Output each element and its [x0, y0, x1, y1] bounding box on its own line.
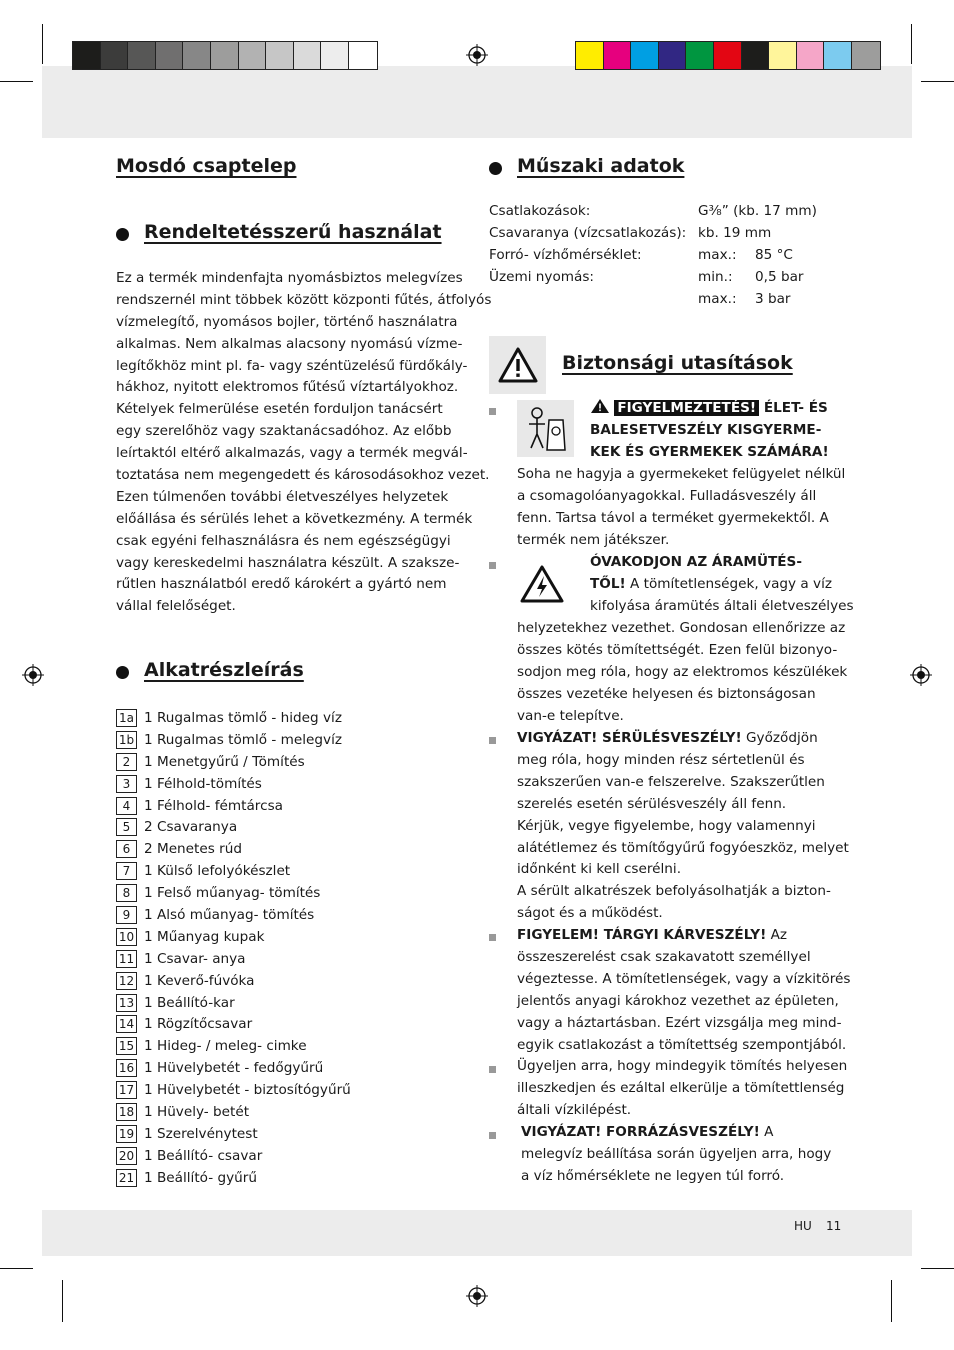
heading-bullet-icon: [116, 228, 129, 241]
text-line: melegvíz beállítása során ügyeljen arra, hogy: [521, 1146, 832, 1162]
text-line: sodjon meg róla, hogy az elektromos készülékek: [517, 663, 848, 680]
tech-row: [489, 289, 817, 311]
part-row: [116, 948, 351, 970]
injury-warning-text: [517, 750, 849, 925]
registration-mark-icon: [22, 664, 44, 686]
language-code: HU: [794, 1219, 812, 1233]
text-line: toztatása nem megengedett és károsodásokhoz vezet.: [116, 467, 490, 484]
text-line: általi vízkilépést.: [517, 1101, 632, 1118]
text-line: rendszernél mint többek között központi fűtés, átfolyós: [116, 291, 492, 308]
part-label: 1 Hüvelybetét - biztosítógyűrű: [144, 1082, 351, 1099]
part-row: [116, 926, 351, 948]
text-line: helyzetekhez vezethet. Gondosan ellenőrizze az: [517, 620, 846, 636]
registration-mark-icon: [910, 664, 932, 686]
part-row: [116, 773, 351, 795]
part-label: 1 Beállító- csavar: [144, 1147, 263, 1164]
color-swatch: [349, 42, 377, 69]
part-number: 19: [116, 1125, 137, 1143]
text-line: Ez a termék mindenfajta nyomásbiztos melegvízes: [116, 270, 463, 286]
text-line: szerelés esetén sérülésveszély áll fenn.: [517, 795, 787, 812]
color-swatch: [294, 42, 322, 69]
list-bullet: [489, 1066, 496, 1073]
part-number: 1b: [116, 731, 137, 749]
text-line: összeszerelést csak szakavatott személlyel: [517, 949, 811, 965]
tech-label: Üzemi nyomás:: [489, 268, 594, 285]
text-line: termék nem játékszer.: [517, 531, 670, 548]
text-line: vízmelegítő, nyomásos bojler, történő használatra: [116, 313, 458, 330]
part-label: 1 Félhold-tömítés: [144, 775, 262, 792]
child-hazard-box: [517, 400, 574, 457]
part-row: [116, 707, 351, 729]
list-bullet: [489, 562, 496, 569]
part-label: 2 Csavaranya: [144, 819, 238, 836]
grayscale-calibration-strip: [72, 41, 378, 70]
text-line: alátétlemez és tömítőgyűrű fogyóeszköz, melyet: [517, 839, 849, 856]
tech-data-heading: Műszaki adatok: [517, 155, 685, 177]
part-number: 7: [116, 862, 137, 880]
color-swatch: [101, 42, 129, 69]
part-row: [116, 860, 351, 882]
color-swatch: [714, 42, 742, 69]
color-swatch: [211, 42, 239, 69]
registration-mark-icon: [466, 1285, 488, 1307]
text-line: Ezen túlmenően további életveszélyes helyzetek: [116, 488, 449, 505]
parts-list: [116, 707, 351, 1189]
part-number: 12: [116, 972, 137, 990]
part-label: 1 Rugalmas tömlő - melegvíz: [144, 731, 342, 748]
part-row: [116, 882, 351, 904]
crop-mark: [921, 1268, 954, 1269]
tech-sub: max.:: [698, 290, 737, 307]
part-label: 1 Alsó műanyag- tömítés: [144, 906, 315, 923]
electric-warning-heading: ÓVAKODJON AZ ÁRAMÜTÉS- TŐL! A tömítetlenségek, vagy a víz kifolyása áramütés általi életveszélyes: [590, 554, 854, 614]
text-line: szakszerűen van-e felszerelve. Szakszerűtlen: [517, 773, 825, 790]
small-warning-icon: [590, 398, 610, 414]
color-swatch: [576, 42, 604, 69]
color-swatch: [659, 42, 687, 69]
part-row: [116, 904, 351, 926]
part-row: [116, 1145, 351, 1167]
parts-heading: Alkatrészleírás: [144, 659, 304, 681]
text-line: illeszkedjen és ezáltal elkerülje a tömítettlenség: [517, 1079, 845, 1096]
part-number: 5: [116, 818, 137, 836]
seal-fit-text: [517, 1056, 847, 1122]
child-warning-text: [517, 464, 845, 552]
part-number: 4: [116, 797, 137, 815]
text-line: a csomagolóanyagokkal. Fulladásveszély áll: [517, 487, 817, 504]
part-label: 1 Felső műanyag- tömítés: [144, 885, 321, 902]
part-label: 1 Menetgyűrű / Tömítés: [144, 753, 305, 770]
part-label: 1 Beállító- gyűrű: [144, 1169, 257, 1186]
tech-row: [489, 201, 817, 223]
text-line: egy szerelőhöz vagy szaktanácsadóhoz. Az előbb: [116, 423, 452, 440]
text-line: legítőkhöz mint pl. fa- vagy széntüzelésű fürdőkály-: [116, 357, 468, 374]
color-swatch: [156, 42, 184, 69]
color-swatch: [824, 42, 852, 69]
tech-sub: G⅜” (kb. 17 mm): [698, 203, 817, 219]
tech-value: 0,5 bar: [755, 268, 804, 285]
text-line: ságot és a működést.: [517, 905, 663, 922]
part-number: 16: [116, 1059, 137, 1077]
scald-warning: VIGYÁZAT! FORRÁZÁSVESZÉLY! A: [521, 1124, 774, 1140]
part-row: [116, 1101, 351, 1123]
text-line: van-e telepítve.: [517, 707, 624, 724]
text-line: alkalmas. Nem alkalmas alacsony nyomású vízme-: [116, 335, 463, 352]
color-swatch: [742, 42, 770, 69]
page-title: Mosdó csaptelep: [116, 155, 297, 177]
part-row: [116, 816, 351, 838]
crop-mark: [42, 24, 43, 64]
part-row: [116, 1013, 351, 1035]
part-label: 2 Menetes rúd: [144, 841, 242, 858]
child-warning-heading: FIGYELMEZTETÉS! ÉLET- ÉS BALESETVESZÉLY KISGYERME- KEK ÉS GYERMEKEK SZÁMÁRA!: [590, 400, 829, 460]
crop-mark: [911, 24, 912, 64]
color-swatch: [321, 42, 349, 69]
text-line: Kételyek felmerülése esetén forduljon tanácsért: [116, 401, 443, 418]
electric-shock-icon: [519, 564, 565, 604]
tech-row: [489, 245, 817, 267]
text-line: fenn. Tartsa távol a terméket gyermekektől. A: [517, 509, 829, 526]
color-swatch: [128, 42, 156, 69]
part-row: [116, 1167, 351, 1189]
color-swatch: [239, 42, 267, 69]
text-line: összes vezetéke helyesen és biztonságosan: [517, 685, 816, 702]
part-number: 8: [116, 884, 137, 902]
warning-box: [489, 336, 546, 394]
part-label: 1 Csavar- anya: [144, 950, 246, 967]
part-number: 17: [116, 1081, 137, 1099]
text-line: jelentős anyagi károkhoz vezethet az épületen,: [517, 992, 839, 1009]
tech-label: Csatlakozások:: [489, 203, 591, 219]
part-label: 1 Külső lefolyókészlet: [144, 863, 291, 880]
child-packaging-hazard-icon: [523, 404, 569, 454]
tech-value: 85 °C: [755, 246, 793, 263]
part-row: [116, 970, 351, 992]
crop-mark: [891, 1280, 892, 1322]
part-row: [116, 1035, 351, 1057]
part-label: 1 Keverő-fúvóka: [144, 972, 255, 989]
text-line: Ügyeljen arra, hogy mindegyik tömítés helyesen: [517, 1058, 848, 1074]
color-swatch: [73, 42, 101, 69]
list-bullet: [489, 737, 496, 744]
part-number: 2: [116, 753, 137, 771]
tech-value: 3 bar: [755, 290, 791, 307]
tech-sub: kb. 19 mm: [698, 224, 772, 241]
property-warning-text: [517, 947, 850, 1056]
tech-row: [489, 223, 817, 245]
part-row: [116, 1079, 351, 1101]
page-number: 11: [826, 1219, 842, 1233]
text-line: Soha ne hagyja a gyermekeket felügyelet nélkül: [517, 466, 846, 482]
text-line: vállal felelőséget.: [116, 598, 236, 615]
color-calibration-strip: [575, 41, 881, 70]
part-number: 10: [116, 928, 137, 946]
heading-bullet-icon: [489, 162, 502, 175]
crop-mark: [0, 81, 33, 82]
header-band: [42, 66, 912, 138]
part-row: [116, 1057, 351, 1079]
text-line: hákhoz, nyitott elektromos fűtésű víztartályokhoz.: [116, 379, 459, 396]
part-number: 14: [116, 1015, 137, 1033]
part-label: 1 Félhold- fémtárcsa: [144, 797, 283, 814]
tech-sub: max.:: [698, 246, 737, 263]
footer-band: [42, 1210, 912, 1256]
text-line: meg róla, hogy minden rész sértetlenül és: [517, 752, 805, 768]
text-line: előállása és sérülés lehet a következmény. A termék: [116, 510, 473, 527]
tech-sub: min.:: [698, 268, 733, 285]
scald-warning-text: [521, 1144, 831, 1188]
tech-label: [489, 289, 698, 311]
text-line: vagy a háztartásban. Ezért vizsgálja meg mind-: [517, 1014, 842, 1031]
part-row: [116, 751, 351, 773]
warning-triangle-icon: [497, 346, 539, 384]
list-bullet: [489, 934, 496, 941]
tech-row: [489, 267, 817, 289]
property-warning: FIGYELEM! TÁRGYI KÁRVESZÉLY! Az: [517, 927, 788, 943]
crop-mark: [62, 1280, 63, 1322]
part-number: 13: [116, 994, 137, 1012]
part-number: 6: [116, 840, 137, 858]
part-row: [116, 838, 351, 860]
part-row: [116, 992, 351, 1014]
electric-hazard-box: [517, 555, 567, 612]
text-line: egyik csatlakozást a tömítettség szempontjából.: [517, 1036, 847, 1053]
text-line: időnként ki kell cserélni.: [517, 861, 682, 878]
list-bullet: [489, 1132, 496, 1139]
tech-label: Csavaranya (vízcsatlakozás):: [489, 224, 687, 241]
injury-warning: VIGYÁZAT! SÉRÜLÉSVESZÉLY! Győződjön: [517, 730, 818, 746]
color-swatch: [769, 42, 797, 69]
part-number: 18: [116, 1103, 137, 1121]
registration-mark-icon: [466, 44, 488, 66]
tech-label: Forró- vízhőmérséklet:: [489, 246, 642, 263]
part-label: 1 Beállító-kar: [144, 994, 235, 1011]
part-number: 3: [116, 775, 137, 793]
electric-warning-text: [517, 618, 847, 727]
part-number: 11: [116, 950, 137, 968]
color-swatch: [266, 42, 294, 69]
part-number: 20: [116, 1147, 137, 1165]
intended-use-heading: Rendeltetésszerű használat: [144, 221, 442, 243]
text-line: vagy kereskedelmi használatra készült. A szaksze-: [116, 554, 460, 571]
tech-data-table: [489, 201, 817, 310]
text-line: Kérjük, vegye figyelembe, hogy valamennyi: [517, 817, 816, 834]
text-line: rűtlen használatból eredő károkért a gyártó nem: [116, 576, 447, 593]
heading-bullet-icon: [116, 666, 129, 679]
part-row: [116, 729, 351, 751]
text-line: összes kötés tömítettségét. Ezen felül bizonyo-: [517, 641, 838, 658]
text-line: a víz hőmérséklete ne legyen túl forró.: [521, 1167, 785, 1184]
part-number: 9: [116, 906, 137, 924]
part-label: 1 Hüvely- betét: [144, 1103, 250, 1120]
part-label: 1 Rögzítőcsavar: [144, 1016, 253, 1033]
color-swatch: [183, 42, 211, 69]
color-swatch: [604, 42, 632, 69]
part-label: 1 Szerelvénytest: [144, 1125, 258, 1142]
color-swatch: [631, 42, 659, 69]
part-number: 15: [116, 1037, 137, 1055]
part-number: 1a: [116, 709, 137, 727]
part-row: [116, 795, 351, 817]
list-bullet: [489, 408, 496, 415]
intended-use-text: [116, 268, 491, 618]
text-line: A sérült alkatrészek befolyásolhatják a bizton-: [517, 883, 831, 900]
part-label: 1 Hideg- / meleg- cimke: [144, 1038, 307, 1055]
part-label: 1 Rugalmas tömlő - hideg víz: [144, 709, 342, 726]
part-label: 1 Műanyag kupak: [144, 928, 265, 945]
crop-mark: [0, 1268, 33, 1269]
part-label: 1 Hüvelybetét - fedőgyűrű: [144, 1060, 324, 1077]
safety-heading: Biztonsági utasítások: [562, 352, 793, 374]
text-line: leírtaktól eltérő alkalmazás, vagy a termék megvál-: [116, 445, 468, 462]
part-number: 21: [116, 1169, 137, 1187]
crop-mark: [921, 81, 954, 82]
color-swatch: [797, 42, 825, 69]
text-line: csak egyéni felhasználásra és nem egészségügyi: [116, 532, 451, 549]
part-row: [116, 1123, 351, 1145]
color-swatch: [852, 42, 880, 69]
color-swatch: [686, 42, 714, 69]
text-line: végeztesse. A tömítetlenségek, vagy a vízkitörés: [517, 970, 851, 987]
